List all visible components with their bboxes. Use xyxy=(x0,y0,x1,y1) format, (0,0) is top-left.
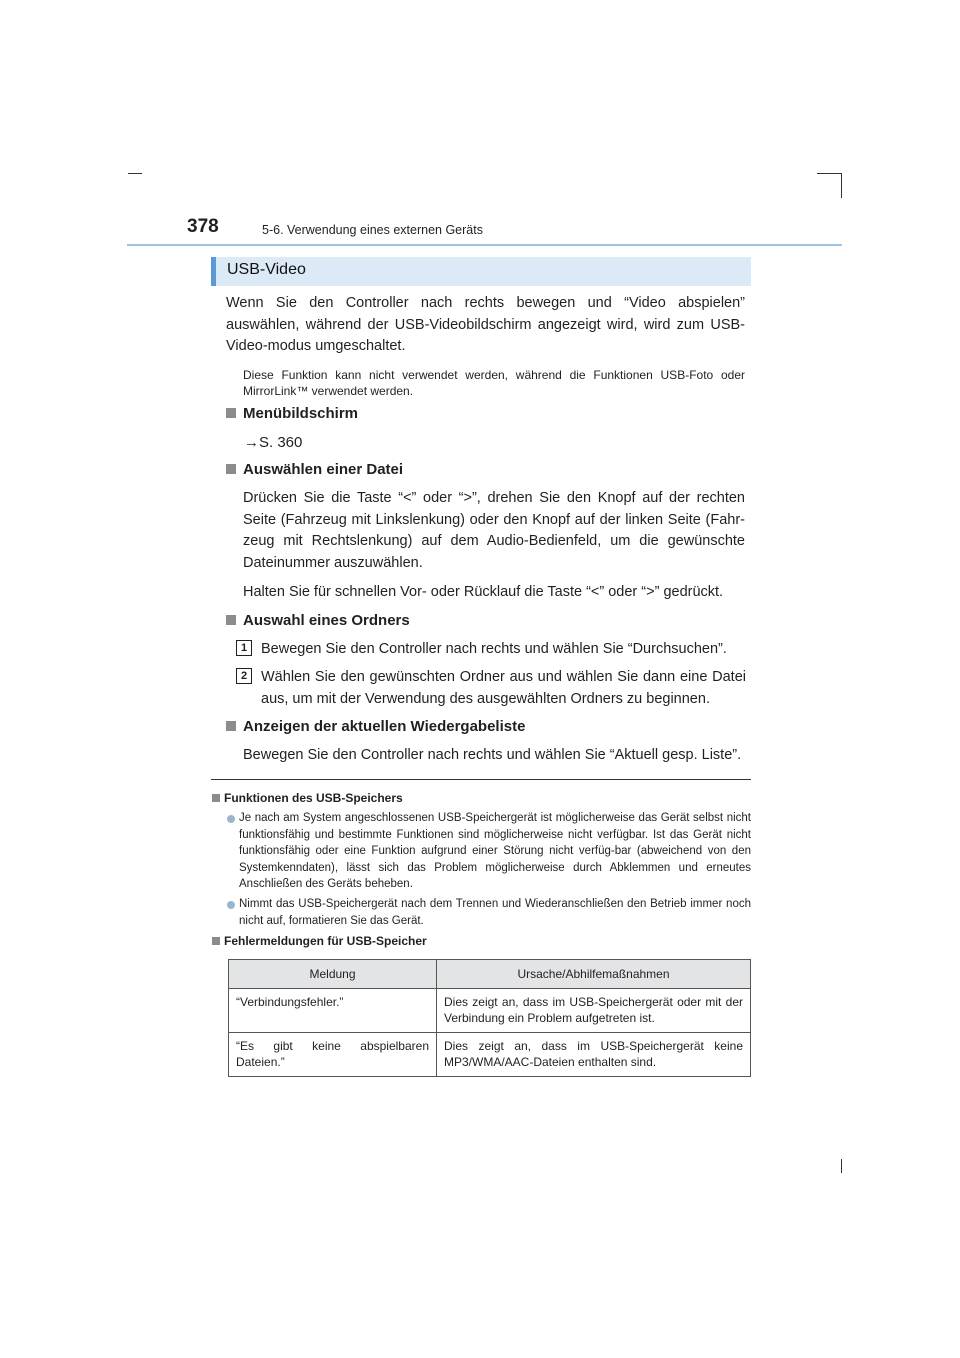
table-cell-cause: Dies zeigt an, dass im USB-Speichergerät keine MP3/WMA/AAC-Dateien enthalten sind. xyxy=(437,1033,751,1077)
table-row xyxy=(229,989,751,1033)
error-message-table xyxy=(228,959,751,1077)
table-cell-cause: Dies zeigt an, dass im USB-Speichergerät oder mit der Verbindung ein Problem aufgetreten ist. xyxy=(437,989,751,1033)
playlist-paragraph: Bewegen Sie den Controller nach rechts und wählen Sie “Aktuell gesp. Liste”. xyxy=(243,747,742,763)
folder-heading-text: Auswahl eines Ordners xyxy=(243,612,410,629)
errors-heading-text: Fehlermeldungen für USB-Speicher xyxy=(224,934,427,948)
square-bullet-icon xyxy=(226,721,236,731)
square-bullet-icon xyxy=(226,615,236,625)
folder-heading xyxy=(226,612,410,629)
select-file-heading-text: Auswählen einer Datei xyxy=(243,461,404,478)
section-title: USB-Video xyxy=(227,261,306,278)
menu-heading xyxy=(226,405,358,422)
table-cell-message: “Verbindungsfehler.” xyxy=(229,989,437,1033)
crop-mark-top-right-v xyxy=(841,173,842,198)
step-number-2: 2 xyxy=(236,668,252,684)
functions-heading xyxy=(212,791,403,805)
table-header-row xyxy=(229,960,751,989)
table-row xyxy=(229,1033,751,1077)
crop-mark-top-left xyxy=(128,173,142,174)
square-bullet-icon xyxy=(212,794,220,802)
select-file-heading xyxy=(226,461,403,478)
functions-bullet-1: Je nach am System angeschlossenen USB-Speichergerät ist möglicherweise das Gerät selbst nicht funktionsfähig und bestimmte Funktionen sind möglicherweise nicht verfügbar. Ist das Gerät nicht funktionsfähig oder eine Funktion aufgrund einer Störung nicht verfüg-bar (abweichend von den Systemkenndaten), lässt sich das Problem möglicherweise durch Abklemmen und erneutes Anschließen des Geräts beheben. xyxy=(239,812,751,890)
page-number: 378 xyxy=(187,216,219,237)
column-header-cause: Ursache/Abhilfemaßnahmen xyxy=(437,960,751,989)
table-cell-message: “Es gibt keine abspielbaren Dateien.” xyxy=(229,1033,437,1077)
playlist-heading xyxy=(226,718,525,735)
playlist-heading-text: Anzeigen der aktuellen Wiedergabeliste xyxy=(243,718,526,735)
fast-forward-paragraph: Halten Sie für schnellen Vor- oder Rücklauf die Taste “<” oder “>” gedrückt. xyxy=(243,584,724,600)
menu-heading-text: Menübildschirm xyxy=(243,405,359,422)
crop-mark-top-right-h xyxy=(817,173,842,174)
running-head: 5-6. Verwendung eines externen Geräts xyxy=(262,223,483,237)
functions-heading-text: Funktionen des USB-Speichers xyxy=(224,791,403,805)
section-title-bar xyxy=(211,257,751,286)
note-paragraph: Diese Funktion kann nicht verwendet werden, während die Funktionen USB-Foto oder MirrorLink™ verwendet werden. xyxy=(243,368,745,398)
menu-page-ref[interactable]: →S. 360 xyxy=(244,434,303,451)
step-1-text: Bewegen Sie den Controller nach rechts und wählen Sie “Durchsuchen”. xyxy=(261,641,727,657)
column-header-message: Meldung xyxy=(229,960,437,989)
select-file-paragraph: Drücken Sie die Taste “<” oder “>”, drehen Sie den Knopf auf der rechten Seite (Fahrzeug mit Linkslenkung) oder den Knopf auf der linken Seite (Fahr-zeug mit Rechtslenkung) auf dem Audio-Bedienfeld, um die gewünschte Dateinummer auszuwählen. xyxy=(243,490,745,571)
square-bullet-icon xyxy=(226,408,236,418)
header-rule xyxy=(127,244,842,246)
errors-heading xyxy=(212,934,427,948)
functions-bullet-2: Nimmt das USB-Speichergerät nach dem Trennen und Wiederanschließen den Betrieb immer noch nicht auf, formatieren Sie das Gerät. xyxy=(239,898,751,927)
footnote-rule xyxy=(211,779,751,780)
bullet-dot-icon xyxy=(227,901,235,909)
bullet-dot-icon xyxy=(227,815,235,823)
step-number-1: 1 xyxy=(236,640,252,656)
crop-mark-bottom-right xyxy=(841,1159,842,1173)
square-bullet-icon xyxy=(212,937,220,945)
step-2-text: Wählen Sie den gewünschten Ordner aus und wählen Sie dann eine Datei aus, um mit der Verwendung des ausgewählten Ordners zu beginnen. xyxy=(261,669,746,707)
intro-paragraph: Wenn Sie den Controller nach rechts bewegen und “Video abspielen” auswählen, während der USB-Videobildschirm angezeigt wird, wird zum USB-Video-modus umgeschaltet. xyxy=(226,295,745,354)
square-bullet-icon xyxy=(226,464,236,474)
